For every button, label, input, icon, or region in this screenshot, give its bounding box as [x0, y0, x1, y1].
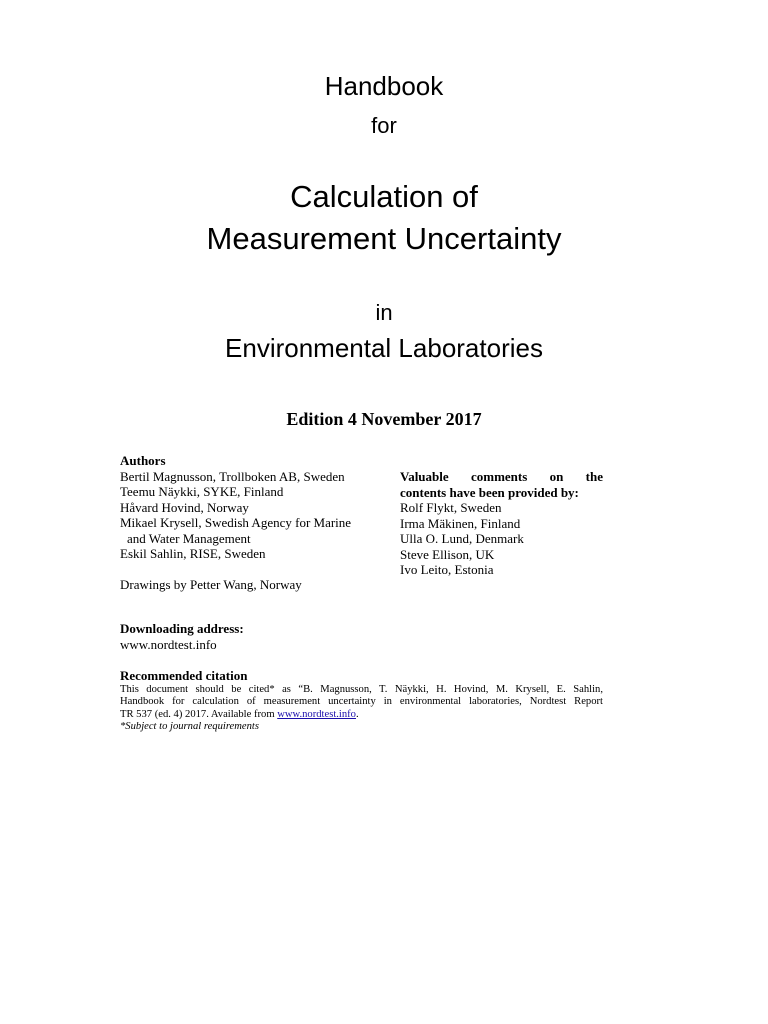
- citation-heading: Recommended citation: [120, 668, 248, 683]
- download-heading: Downloading address:: [120, 621, 244, 636]
- citation-section: [120, 668, 603, 734]
- reviewer-line: Ivo Leito, Estonia: [400, 562, 494, 577]
- comments-heading-line-2: contents have been provided by:: [400, 484, 579, 500]
- citation-link[interactable]: www.nordtest.info: [277, 708, 356, 720]
- title-in: in: [375, 300, 393, 325]
- download-url[interactable]: www.nordtest.info: [120, 636, 217, 652]
- comments-heading-line-1: Valuable comments on the: [400, 469, 603, 484]
- reviewer-line: Rolf Flykt, Sweden: [400, 500, 502, 515]
- download-section: [120, 621, 244, 652]
- citation-text: [120, 684, 603, 722]
- author-line: Teemu Näykki, SYKE, Finland: [120, 484, 284, 499]
- author-line: Bertil Magnusson, Trollboken AB, Sweden: [120, 468, 345, 484]
- author-line: and Water Management: [127, 530, 251, 546]
- title-line-3: Environmental Laboratories: [225, 333, 543, 363]
- title-line-2: Measurement Uncertainty: [206, 221, 562, 256]
- author-line: Mikael Krysell, Swedish Agency for Marine: [120, 515, 352, 530]
- citation-footnote: *Subject to journal requirements: [120, 721, 259, 732]
- title-line-1: Calculation of: [290, 179, 478, 214]
- drawings-credit: Drawings by Petter Wang, Norway: [120, 576, 302, 592]
- title-for: for: [371, 113, 397, 138]
- edition: Edition 4 November 2017: [286, 409, 482, 429]
- citation-line-3-prefix: TR 537 (ed. 4) 2017. Available from: [120, 708, 278, 720]
- reviewer-line: Irma Mäkinen, Finland: [400, 515, 521, 531]
- reviewer-line: Ulla O. Lund, Denmark: [400, 531, 524, 546]
- author-line: Håvard Hovind, Norway: [120, 499, 249, 515]
- reviewer-line: Steve Ellison, UK: [400, 546, 495, 562]
- comments-section: [400, 469, 603, 578]
- title-handbook: Handbook: [324, 71, 444, 101]
- authors-heading: Authors: [120, 453, 166, 468]
- citation-line-1: This document should be cited* as “B. Magnusson, T. Näykki, H. Hovind, M. Krysell, E. Sahlin,: [120, 683, 603, 695]
- author-line: Eskil Sahlin, RISE, Sweden: [120, 546, 266, 561]
- citation-line-2: Handbook for calculation of measurement uncertainty in environmental laboratories, Nordtest Report: [120, 696, 603, 707]
- citation-line-3: [120, 709, 603, 722]
- citation-line-3-suffix: .: [355, 708, 359, 720]
- authors-section: [120, 453, 390, 592]
